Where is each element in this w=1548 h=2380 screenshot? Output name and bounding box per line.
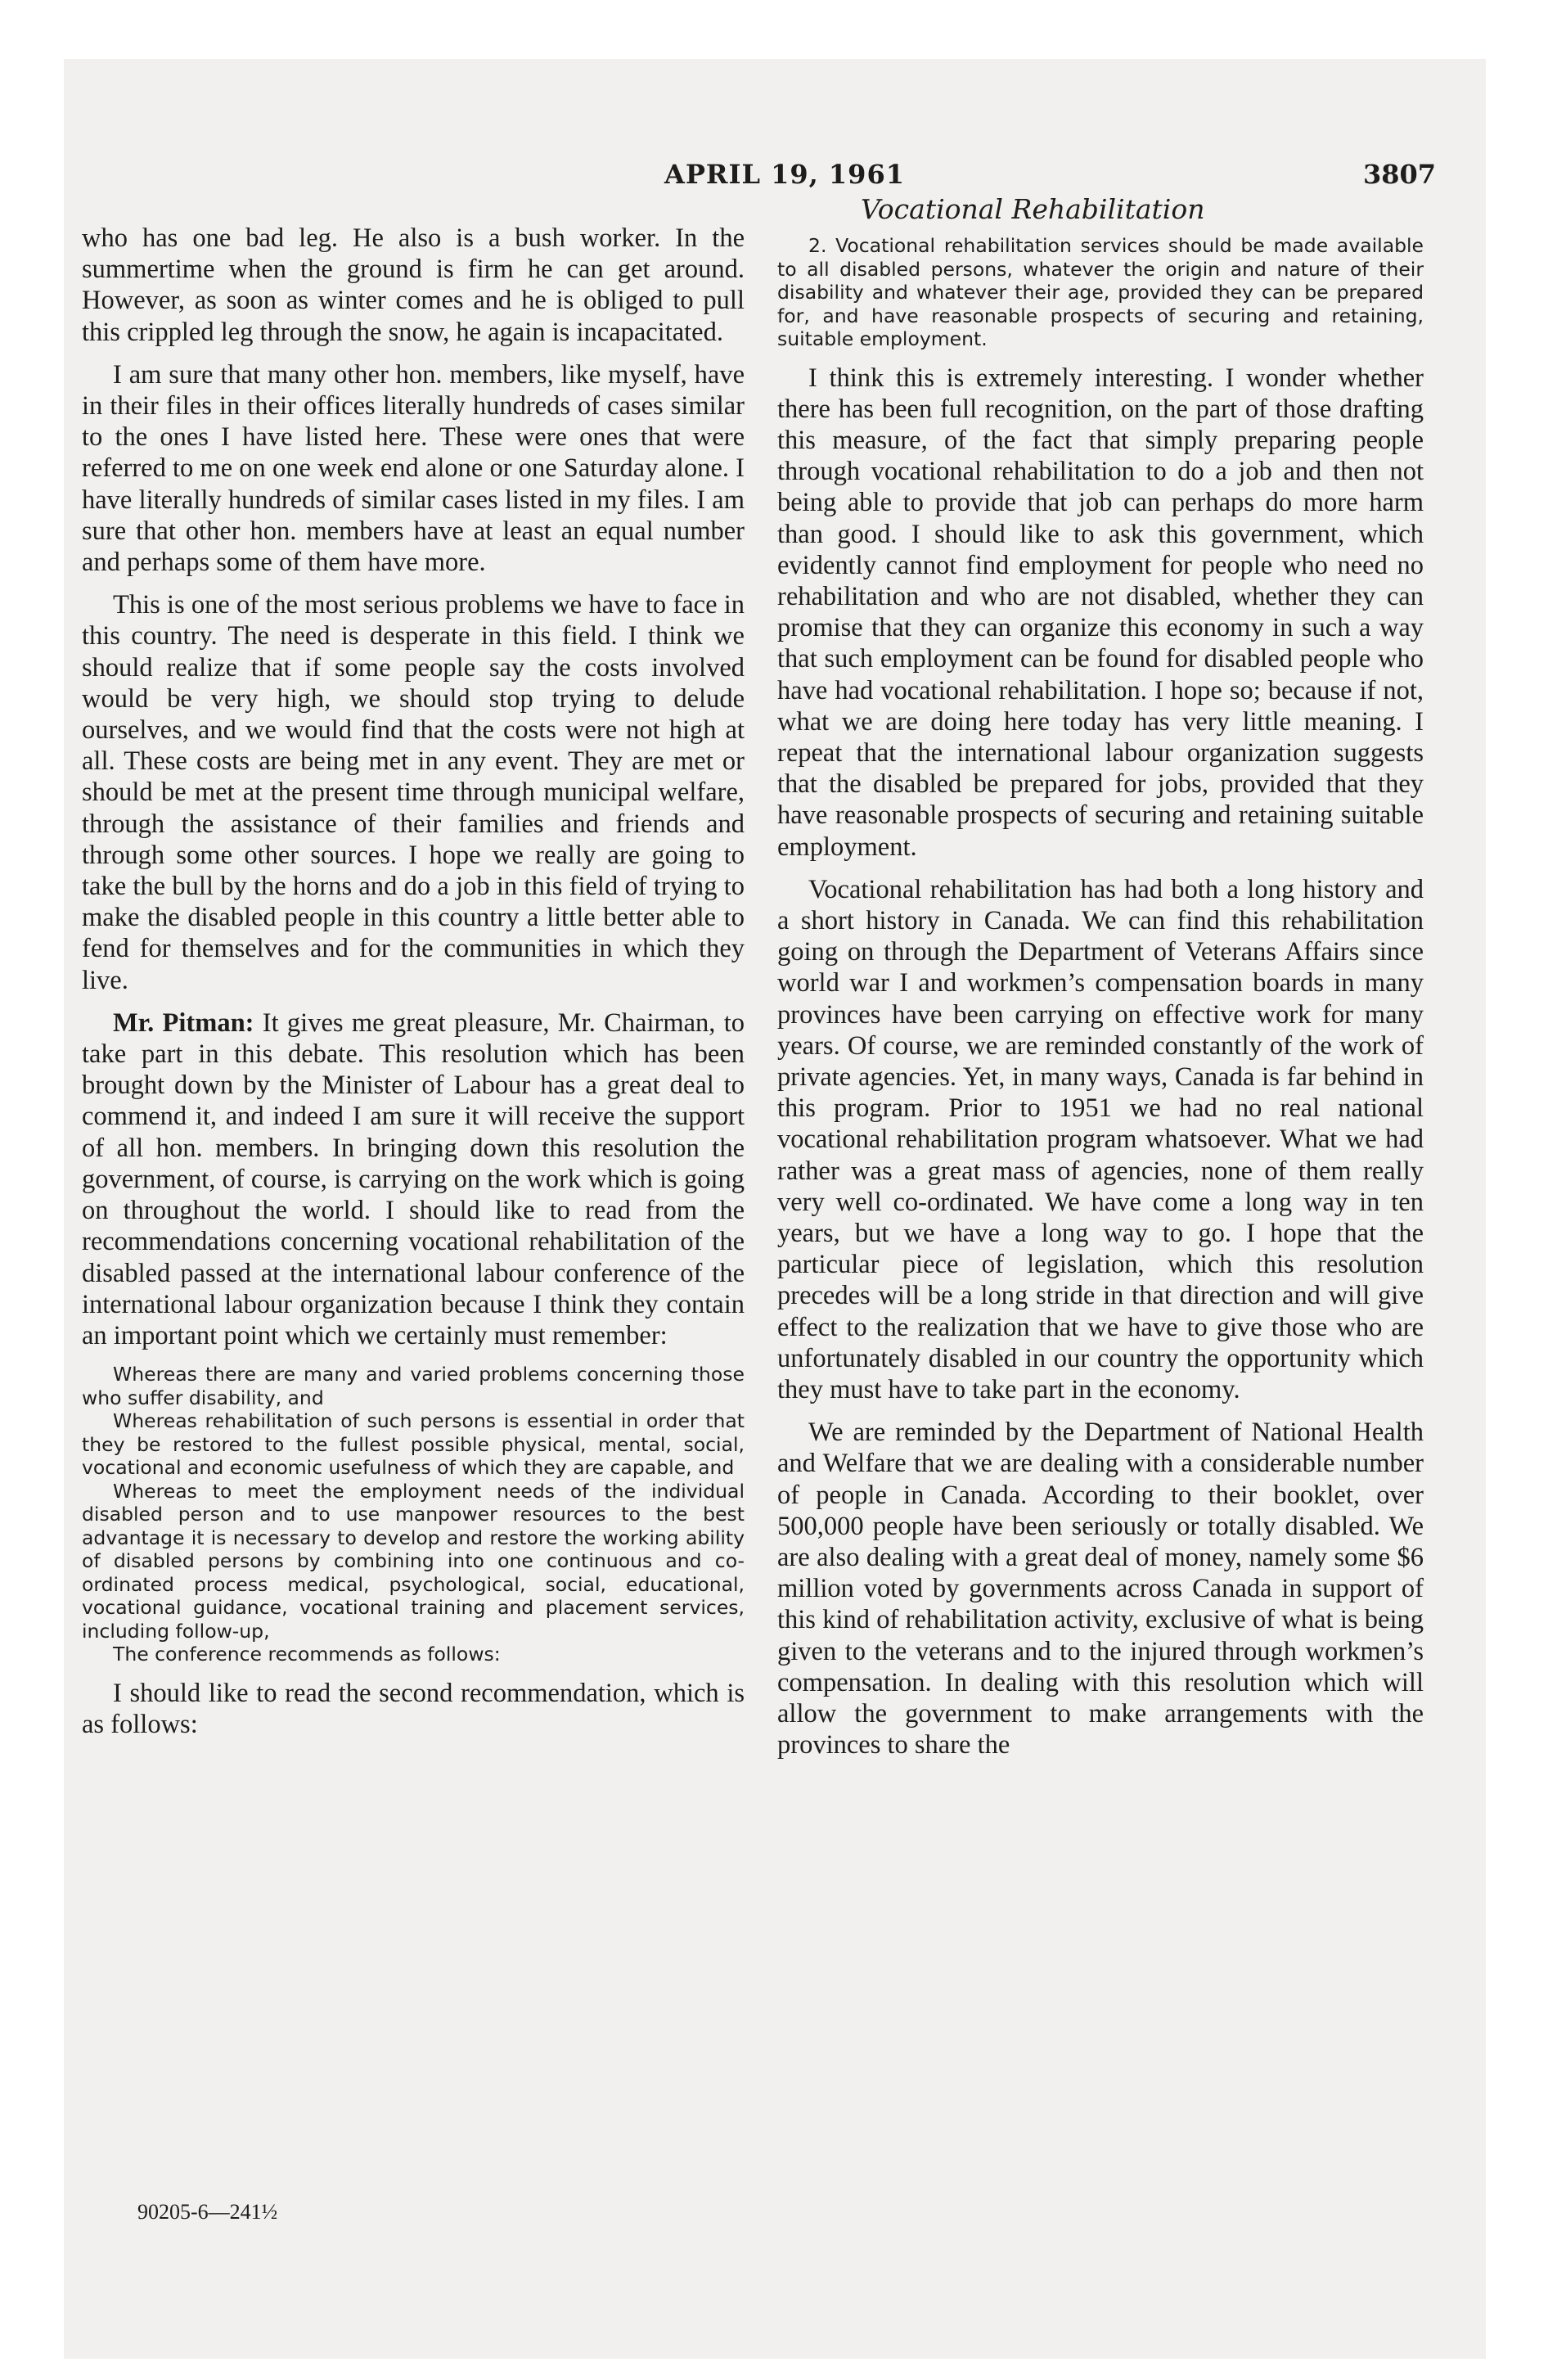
left-column [82, 223, 745, 1751]
paragraph: This is one of the most serious problems we have to face in this country. The need is desperate in this field. I think we should realize that if some people say the costs involved would be very high, we should stop trying to delude ourselves, and we would find that the costs were not high at all. These costs are being met in any event. They are met or should be met at the present time through municipal welfare, through the assistance of their families and friends and through some other sources. I hope we really are going to take the bull by the horns and do a job in this field of trying to make the disabled people in this country a little better able to fend for themselves and for the communities in which they live. [82, 590, 745, 995]
paragraph: who has one bad leg. He also is a bush worker. In the summertime when the ground is firm he can get around. However, as soon as winter comes and he is obliged to pull this crippled leg through the snow, he again is incapacitated. [82, 223, 745, 347]
paragraph: I think this is extremely interesting. I wonder whether there has been full recognition, on the part of those drafting this measure, of the fact that simply preparing people through vocational rehabilitation to do a job and then not being able to provide that job can perhaps do more harm than good. I should like to ask this government, which evidently cannot find employment for people who need no rehabilitation and who are not disabled, whether they can promise that they can organize this economy in such a way that such employment can be found for disabled people who have had vocational rehabilitation. I hope so; because if not, what we are doing here today has very little meaning. I repeat that the international labour organization suggests that the disabled be prepared for jobs, provided that they have reasonable prospects of securing and retaining suitable employment. [777, 363, 1424, 862]
print-code: 90205-6—241½ [137, 2200, 278, 2224]
page-header [0, 159, 1548, 192]
subject-heading: Vocational Rehabilitation [861, 193, 1205, 225]
header-date: APRIL 19, 1961 [664, 159, 905, 190]
paragraph: I am sure that many other hon. members, like myself, have in their files in their offices literally hundreds of cases similar to the ones I have listed here. These were ones that were referred to me on one week end alone or one Saturday alone. I have literally hundreds of similar cases listed in my files. I am sure that other hon. members have at least an equal number and perhaps some of them have more. [82, 359, 745, 578]
paragraph [82, 1007, 745, 1351]
quote-line: The conference recommends as follows: [113, 1643, 501, 1666]
quote-line: Whereas rehabilitation of such persons is essential in order that they be restored to the fullest possible physical, mental, social, vocational and economic usefulness of which they are capable, and [82, 1409, 745, 1480]
page-number: 3807 [1363, 159, 1437, 190]
speech-text: It gives me great pleasure, Mr. Chairman, to take part in this debate. This resolution which has been brought down by the Minister of Labour has a great deal to commend it, and indeed I am sure it will receive the support of all hon. members. In bringing down this resolution the government, of course, is carrying on the work which is going on throughout the world. I should like to read from the recommendations concerning vocational rehabilitation of the disabled passed at the international labour conference of the international labour organization because I think they contain an important point which we certainly must remember: [82, 1007, 745, 1350]
quote-line: Whereas to meet the employment needs of the individual disabled person and to use manpower resources to the best advantage it is necessary to develop and restore the working ability of disabled persons by combining into one continuous and co-ordinated process medical, psychological, social, educational, vocational guidance, vocational training and placement services, including follow-up, [82, 1479, 745, 1643]
quote-text [82, 1363, 745, 1666]
paragraph: We are reminded by the Department of National Health and Welfare that we are dealing with a considerable number of people in Canada. According to their booklet, over 500,000 people have been seriously or totally disabled. We are also dealing with a great deal of money, namely some $6 million voted by governments across Canada in support of this kind of rehabilitation activity, exclusive of what is being given to the veterans and to the injured through workmen’s compensation. In dealing with this resolution which will allow the government to make arrangements with the provinces to share the [777, 1418, 1424, 1760]
right-column [777, 234, 1424, 1772]
quote-line: Whereas there are many and varied problems concerning those who suffer disability, and [82, 1363, 745, 1409]
speaker-name: Mr. Pitman: [113, 1007, 254, 1038]
paragraph: I should like to read the second recommendation, which is as follows: [82, 1678, 745, 1739]
quoted-recommendation [82, 1363, 745, 1666]
paragraph: Vocational rehabilitation has had both a long history and a short history in Canada. We can find this rehabilitation going on through the Department of Veterans Affairs since world war I and workmen’s compensation boards in many provinces have been carrying on effective work for many years. Of course, we are reminded constantly of the work of private agencies. Yet, in many ways, Canada is far behind in this program. Prior to 1951 we had no real national vocational rehabilitation program whatsoever. What we had rather was a great mass of agencies, none of them really very well co-ordinated. We have come a long way in ten years, but we have a long way to go. I hope that the particular piece of legislation, which this resolution precedes will be a long stride in that direction and will give effect to the realization that we have to give those who are unfortunately disabled in our country the opportunity which they must have to take part in the economy. [777, 874, 1424, 1404]
quote-text: 2. Vocational rehabilitation services should be made available to all disabled persons, whatever the origin and nature of their disability and whatever their age, provided they can be prepared for, and have reasonable prospects of securing and retaining, suitable employment. [777, 234, 1424, 350]
